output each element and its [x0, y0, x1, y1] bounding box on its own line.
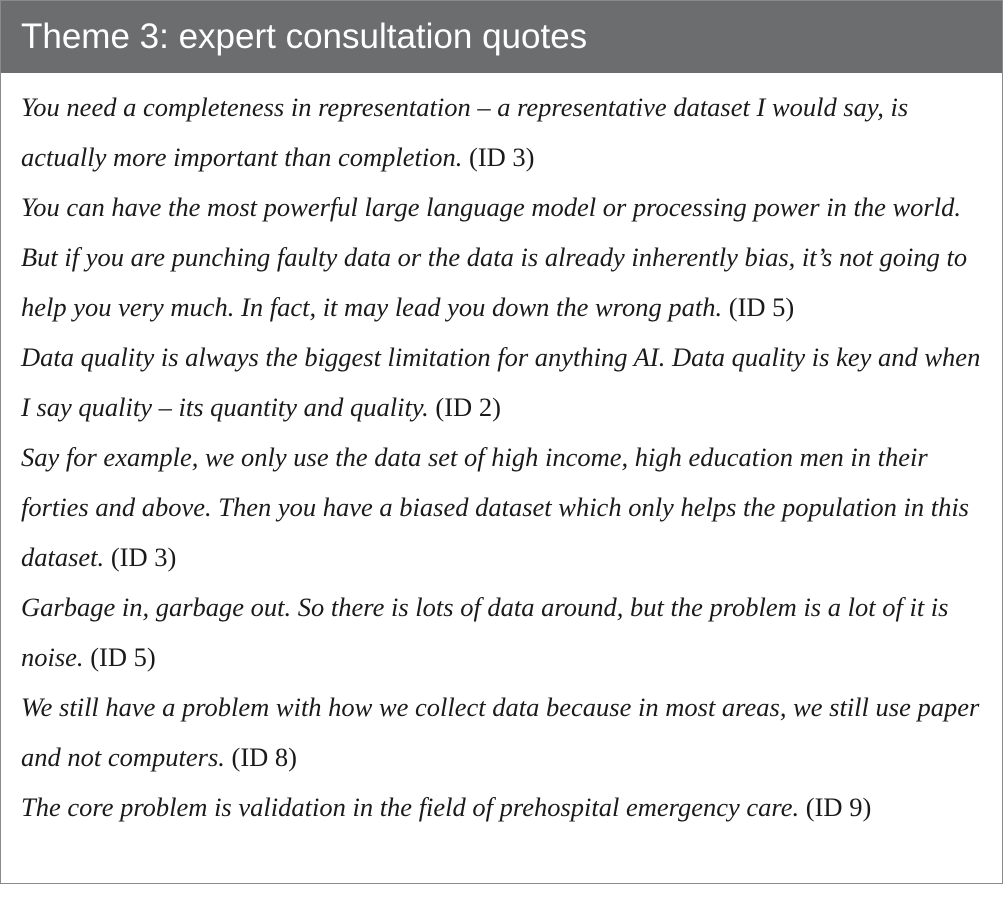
quote-item: [21, 582, 982, 682]
quote-item: [21, 82, 982, 182]
quotes-body: [1, 73, 1002, 832]
quote-item: [21, 182, 982, 332]
quote-text: You can have the most powerful large language model or processing power in the world. But if you are punching faulty data or the data is already inherently bias, it’s not going to help you very much. In fact, it may lead you down the wrong path.: [21, 192, 968, 322]
quote-item: [21, 432, 982, 582]
table-title: Theme 3: expert consultation quotes: [1, 1, 1002, 73]
quote-item: [21, 782, 982, 832]
quote-id: (ID 2): [435, 392, 501, 422]
quote-item: [21, 332, 982, 432]
quote-id: (ID 5): [90, 642, 156, 672]
quote-text: We still have a problem with how we collect data because in most areas, we still use paper and not computers.: [21, 692, 980, 772]
quote-text: The core problem is validation in the field of prehospital emergency care.: [21, 792, 800, 822]
quote-text: Garbage in, garbage out. So there is lots of data around, but the problem is a lot of it is noise.: [21, 592, 949, 672]
quote-id: (ID 9): [805, 792, 872, 822]
quote-id: (ID 3): [469, 142, 535, 172]
quote-item: [21, 682, 982, 782]
quote-id: (ID 8): [231, 742, 298, 772]
quote-text: Say for example, we only use the data set of high income, high education men in their forties and above. Then you have a biased dataset which only helps the population in this dataset.: [21, 442, 969, 572]
quote-text: You need a completeness in representation – a representative dataset I would say, is actually more important than completion.: [21, 92, 909, 172]
quote-id: (ID 5): [728, 292, 795, 322]
quote-text: Data quality is always the biggest limitation for anything AI. Data quality is key and when I say quality – its quantity and quality.: [21, 342, 981, 422]
quote-id: (ID 3): [110, 542, 177, 572]
